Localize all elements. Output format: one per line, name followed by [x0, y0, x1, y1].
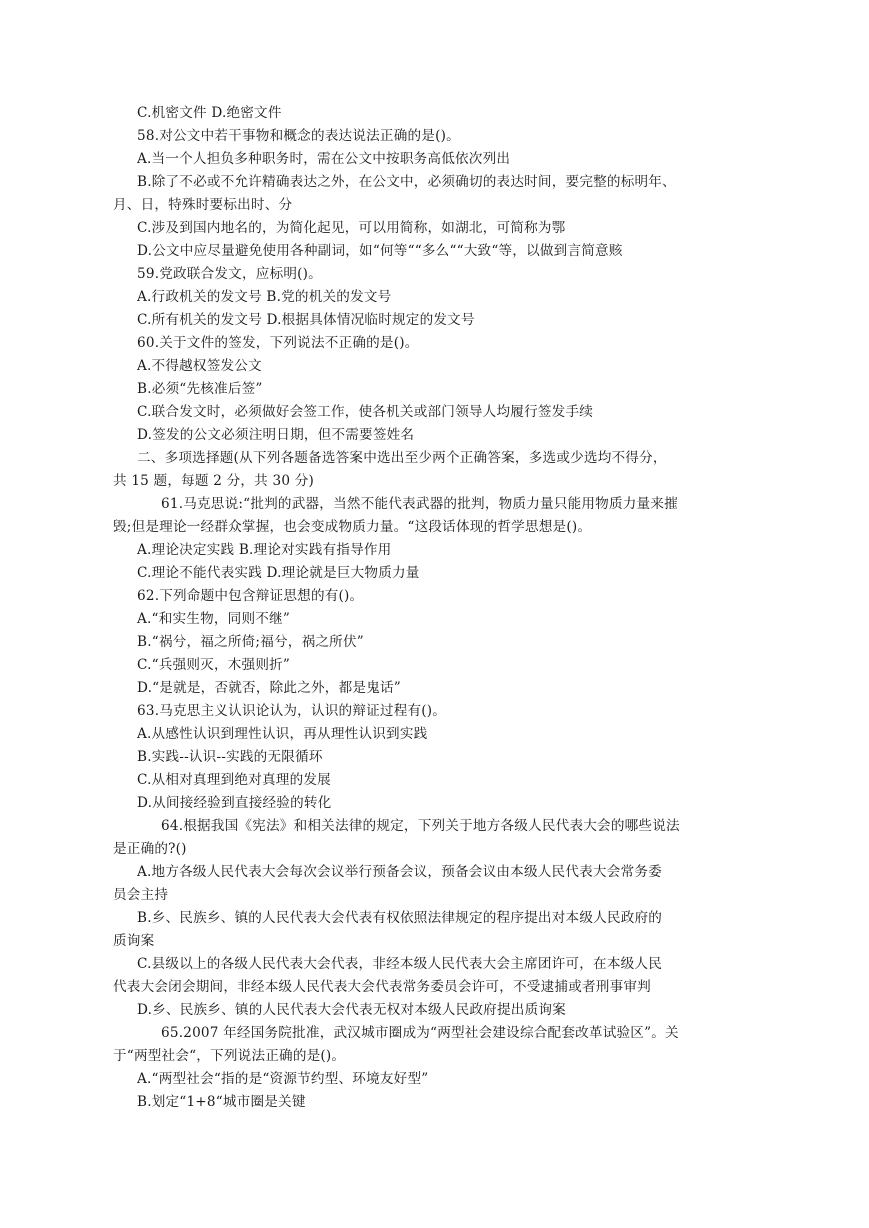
option-line: B.除了不必或不允许精确表达之外，在公文中，必须确切的表达时间，要完整的标明年、	[137, 174, 676, 190]
option-line: B.乡、民族乡、镇的人民代表大会代表有权依照法律规定的程序提出对本级人民政府的	[137, 910, 663, 926]
option-line: A.“和实生物，同则不继”	[137, 611, 290, 627]
option-line: B.实践--认识--实践的无限循环	[137, 749, 323, 765]
continuation-line: 于“两型社会“，下列说法正确的是()。	[113, 1048, 346, 1064]
option-line: C.“兵强则灭，木强则折”	[137, 657, 291, 673]
question-59: 59.党政联合发文，应标明()。	[137, 266, 322, 282]
option-line: D.“是就是，否就否，除此之外，都是鬼话”	[137, 680, 401, 696]
option-line: C.理论不能代表实践 D.理论就是巨大物质力量	[137, 565, 420, 581]
question-63: 63.马克思主义认识论认为，认识的辩证过程有()。	[137, 703, 447, 719]
option-line: A.“两型社会“指的是“资源节约型、环境友好型”	[137, 1071, 429, 1087]
option-line: A.当一个人担负多种职务时，需在公文中按职务高低依次列出	[137, 151, 511, 167]
option-line: C.涉及到国内地名的，为简化起见，可以用简称，如湖北，可简称为鄂	[137, 220, 566, 236]
continuation-line: 员会主持	[113, 887, 169, 903]
option-line: A.不得越权签发公文	[137, 358, 262, 374]
question-60: 60.关于文件的签发，下列说法不正确的是()。	[137, 335, 419, 351]
question-61: 61.马克思说:“批判的武器，当然不能代表武器的批判，物质力量只能用物质力量来摧	[161, 496, 678, 512]
option-line: C.联合发文时，必须做好会签工作，使各机关或部门领导人均履行签发手续	[137, 404, 594, 420]
continuation-line: 是正确的?()	[113, 841, 187, 857]
continuation-line: 共 15 题，每题 2 分，共 30 分)	[113, 473, 315, 489]
continuation-line: 代表大会闭会期间，非经本级人民代表大会代表常务委员会许可，不受逮捕或者刑事审判	[113, 979, 651, 995]
continuation-line: 质询案	[113, 933, 155, 949]
option-line: C.所有机关的发文号 D.根据具体情况临时规定的发文号	[137, 312, 475, 328]
section-heading: 二、多项选择题(从下列各题备选答案中选出至少两个正确答案，多选或少选均不得分，	[137, 450, 667, 466]
option-line: C.县级以上的各级人民代表大会代表，非经本级人民代表大会主席团许可，在本级人民	[137, 956, 663, 972]
continuation-line: 毁;但是理论一经群众掌握，也会变成物质力量。“这段话体现的哲学思想是()。	[113, 519, 592, 535]
option-line: D.从间接经验到直接经验的转化	[137, 795, 332, 811]
option-line: A.理论决定实践 B.理论对实践有指导作用	[137, 542, 392, 558]
option-line: D.签发的公文必须注明日期，但不需要签姓名	[137, 427, 415, 443]
option-line: B.“祸兮，福之所倚;福兮，祸之所伏”	[137, 634, 364, 650]
option-line: B.必须“先核准后签”	[137, 381, 263, 397]
option-line: D.公文中应尽量避免使用各种副词，如“何等““多么““大致“等，以做到言简意赅	[137, 243, 623, 259]
option-line: B.划定“1+8“城市圈是关键	[137, 1094, 306, 1110]
text-line: C.机密文件 D.绝密文件	[137, 105, 282, 121]
question-62: 62.下列命题中包含辩证思想的有()。	[137, 588, 364, 604]
continuation-line: 月、日，特殊时要标出时、分	[113, 197, 293, 213]
option-line: C.从相对真理到绝对真理的发展	[137, 772, 331, 788]
question-58: 58.对公文中若干事物和概念的表达说法正确的是()。	[137, 128, 460, 144]
question-64: 64.根据我国《宪法》和相关法律的规定，下列关于地方各级人民代表大会的哪些说法	[161, 818, 680, 834]
option-line: A.行政机关的发文号 B.党的机关的发文号	[137, 289, 392, 305]
option-line: A.从感性认识到理性认识，再从理性认识到实践	[137, 726, 428, 742]
option-line: D.乡、民族乡、镇的人民代表大会代表无权对本级人民政府提出质询案	[137, 1002, 566, 1018]
option-line: A.地方各级人民代表大会每次会议举行预备会议，预备会议由本级人民代表大会常务委	[137, 864, 662, 880]
question-65: 65.2007 年经国务院批准，武汉城市圈成为“两型社会建设综合配套改革试验区”。关	[161, 1025, 679, 1041]
